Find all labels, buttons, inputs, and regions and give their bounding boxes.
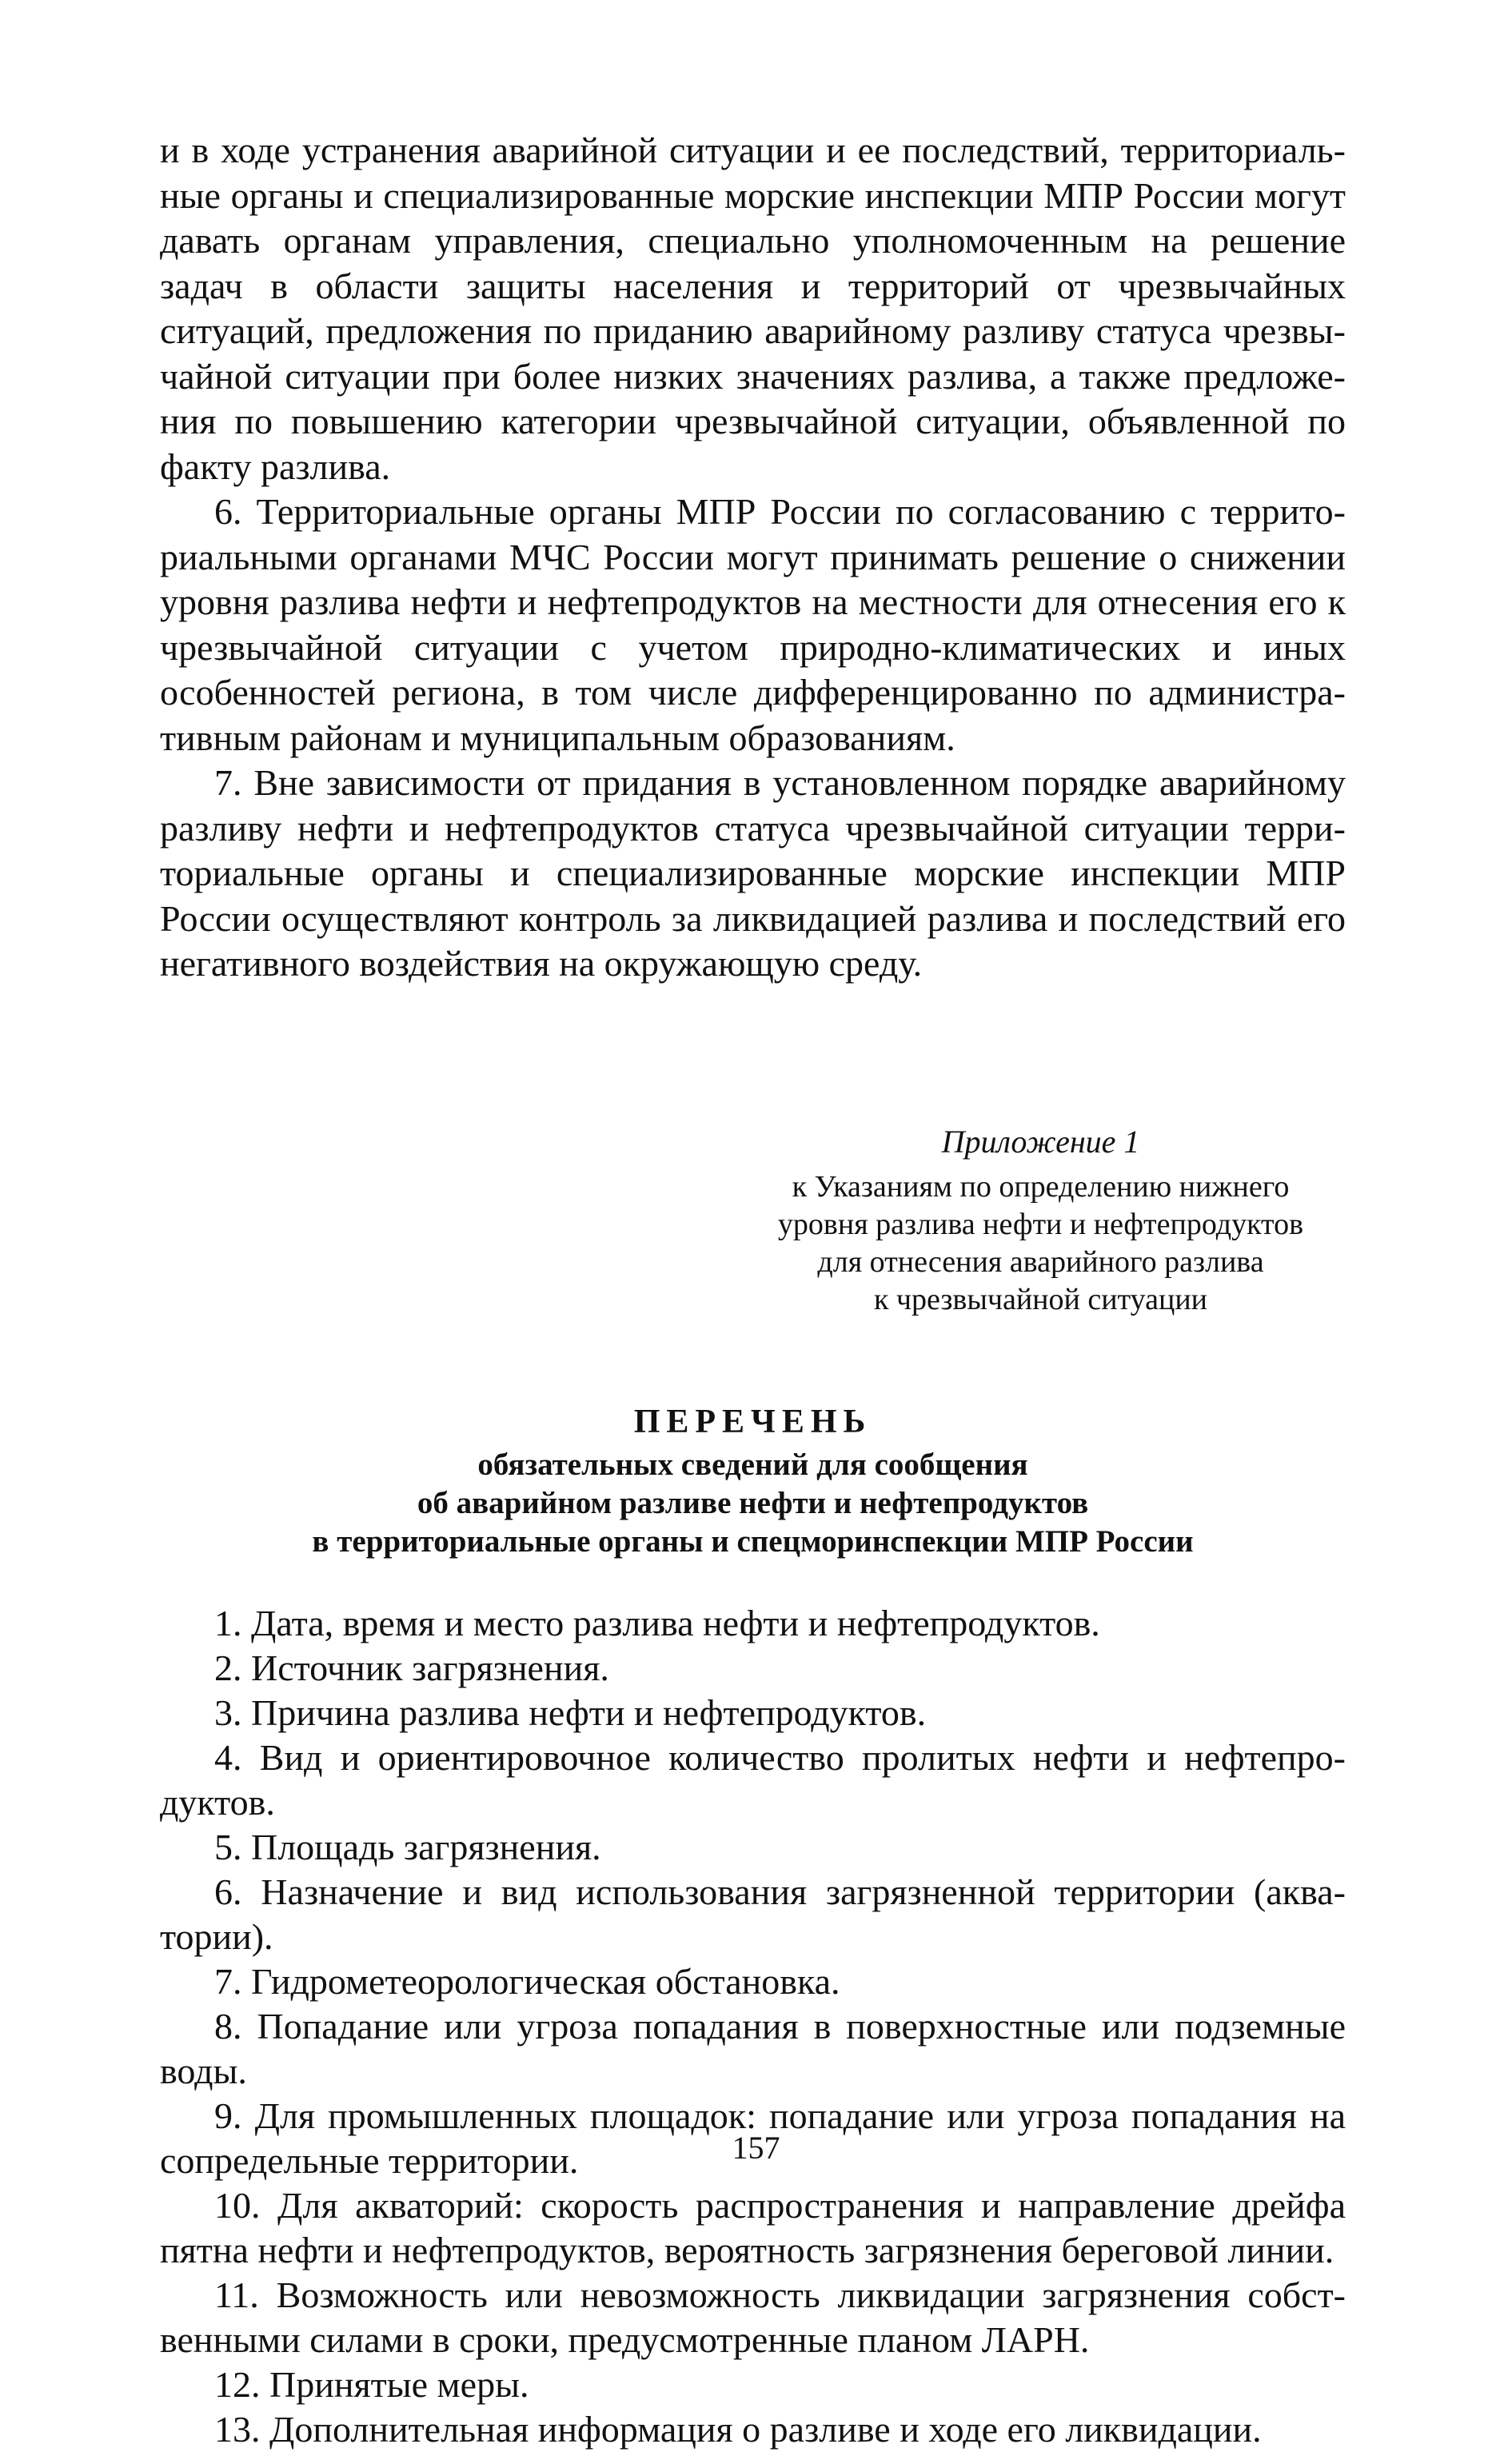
appendix-title: Приложение 1 [941, 1123, 1140, 1160]
list-item: 4. Вид и ориентировочное количество пролитых нефти и нефтепродуктов. [160, 1736, 1346, 1823]
appendix-line: к чрезвычайной ситуации [873, 1282, 1208, 1316]
heading-title: ПЕРЕЧЕНЬ [633, 1403, 872, 1440]
heading-line: об аварийном разливе нефти и нефтепродуктов [417, 1485, 1089, 1520]
list-item: 11. Возможность или невозможность ликвидации загрязнения собственными силами в сроки, предусмотренные планом ЛАРН. [160, 2274, 1346, 2360]
list-item: 12. Принятые меры. [214, 2363, 529, 2405]
list-item: 8. Попадание или угроза попадания в поверхностные или подземные воды. [160, 2005, 1346, 2091]
list-item: 13. Дополнительная информация о разливе и ходе его ликвидации. [214, 2408, 1262, 2450]
appendix-reference [736, 1123, 1346, 1319]
intro-paragraph-continuation: и в ходе устранения аварийной ситуации и ее последствий, территориальные органы и специализированные морские инспекции МПР России могут давать органам управления, специально уполномоченным на решение задач в области защиты населения и территорий от чрезвычайных ситуаций, предложения по приданию аварийному разливу статуса чрезвычайной ситуации при более низких значениях разлива, а также предложения по повышению категории чрезвычайной ситуации, объявленной по факту разлива. [160, 130, 1346, 487]
appendix-line: для отнесения аварийного разлива [817, 1244, 1264, 1279]
list-item: 10. Для акваторий: скорость распространения и направление дрейфа пятна нефти и нефтепродуктов, вероятность загрязнения береговой линии. [160, 2184, 1346, 2270]
page-number: 157 [732, 2130, 780, 2166]
appendix-line: к Указаниям по определению нижнего [792, 1169, 1290, 1204]
required-info-list [160, 1601, 1346, 2452]
list-item: 3. Причина разлива нефти и нефтепродуктов. [214, 1691, 927, 1733]
heading-line: в территориальные органы и спецморинспекции МПР России [312, 1524, 1194, 1559]
list-item: 1. Дата, время и место разлива нефти и нефтепродуктов. [214, 1602, 1100, 1643]
appendix-line: уровня разлива нефти и нефтепродуктов [777, 1207, 1304, 1241]
list-item: 6. Назначение и вид использования загрязненной территории (акватории). [160, 1871, 1346, 1957]
intro-paragraph-7: 7. Вне зависимости от придания в установленном порядке аварийному разливу нефти и нефтепродуктов статуса чрезвычайной ситуации территориальные органы и специализированные морские инспекции МПР России осуществляют контроль за ликвидацией разлива и последствий его негативного воздействия на окружающую среду. [160, 762, 1346, 984]
list-item: 5. Площадь загрязнения. [214, 1826, 601, 1867]
list-item: 7. Гидрометеорологическая обстановка. [214, 1960, 840, 2002]
list-item: 2. Источник загрязнения. [214, 1647, 609, 1688]
list-heading [160, 1403, 1346, 1561]
heading-line: обязательных сведений для сообщения [477, 1447, 1028, 1482]
intro-section [160, 128, 1346, 987]
intro-paragraph-6: 6. Территориальные органы МПР России по согласованию с территориальными органами МЧС России могут принимать решение о снижении уровня разлива нефти и нефтепродуктов на местности для отнесения его к чрезвычайной ситуации с учетом природно-климатических и иных особенностей региона, в том числе дифференцированно по административным районам и муниципальным образованиям. [160, 491, 1346, 758]
list-item: 9. Для промышленных площадок: попадание или угроза попадания на сопредельные территории. [160, 2095, 1346, 2181]
